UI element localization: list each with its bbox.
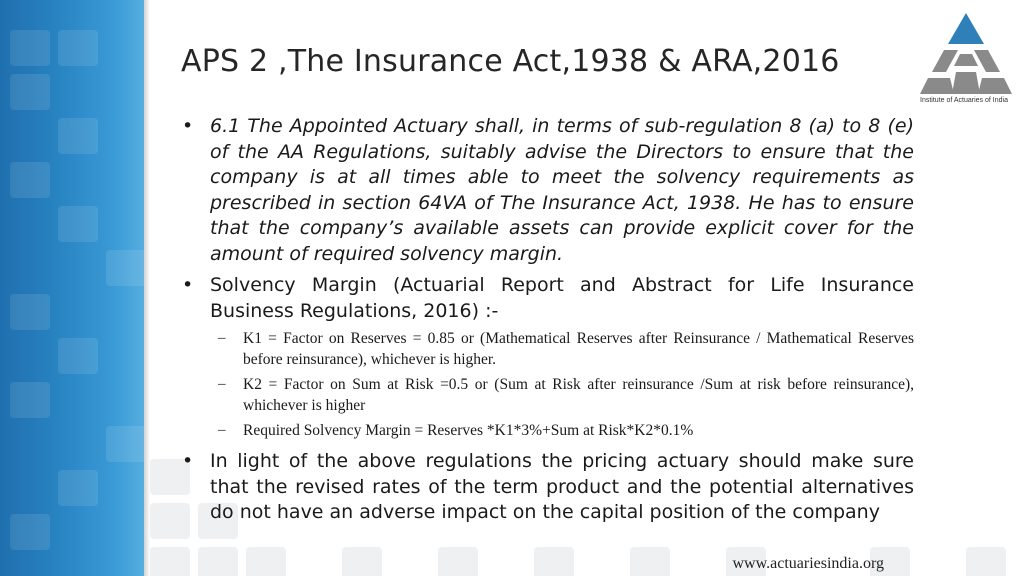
sub-bullet-text: K1 = Factor on Reserves = 0.85 or (Mathematical Reserves after Reinsurance / Mathematical Reserves before reinsurance), whichever is higher. bbox=[243, 330, 914, 368]
slide-title: APS 2 ,The Insurance Act,1938 & ARA,2016 bbox=[181, 44, 840, 79]
left-decorative-band bbox=[0, 0, 144, 576]
sub-bullet-text: K2 = Factor on Sum at Risk =0.5 or (Sum at Risk after reinsurance /Sum at risk before reinsurance), whichever is higher bbox=[243, 376, 914, 414]
bullet-marker: • bbox=[182, 450, 194, 472]
bullet-item bbox=[182, 273, 914, 324]
footer-website: www.actuariesindia.org bbox=[732, 555, 884, 572]
sub-bullet-text: Required Solvency Margin = Reserves *K1*3%+Sum at Risk*K2*0.1% bbox=[243, 422, 694, 439]
bullet-item bbox=[182, 449, 914, 526]
bullet-text: 6.1 The Appointed Actuary shall, in terms of sub-regulation 8 (a) to 8 (e) of the AA Regulations, suitably advise the Directors to ensure that the company is at all times able to meet the solvency requirements as prescribed in section 64VA of The Insurance Act, 1938. He has to ensure that the company’s available assets can provide explicit cover for the amount of required solvency margin. bbox=[210, 115, 914, 265]
iai-triangle-logo-icon bbox=[916, 10, 1016, 110]
bullet-text: Solvency Margin (Actuarial Report and Abstract for Life Insurance Business Regulations, 2016) :- bbox=[210, 274, 914, 322]
bullet-marker: • bbox=[182, 274, 194, 296]
logo-caption: Institute of Actuaries of India bbox=[920, 97, 1008, 104]
sub-bullet-marker: – bbox=[218, 330, 226, 346]
bullet-text: In light of the above regulations the pricing actuary should make sure that the revised rates of the term product and the potential alternatives do not have an adverse impact on the capital position of the company bbox=[210, 450, 914, 523]
bullet-item bbox=[182, 114, 914, 267]
sub-bullet-marker: – bbox=[218, 422, 226, 438]
sub-bullet-item bbox=[182, 374, 914, 416]
sub-bullet-item bbox=[182, 328, 914, 370]
sub-bullet-item bbox=[182, 420, 914, 441]
slide-body bbox=[182, 114, 914, 526]
bullet-marker: • bbox=[182, 115, 194, 137]
sub-bullet-marker: – bbox=[218, 376, 226, 392]
